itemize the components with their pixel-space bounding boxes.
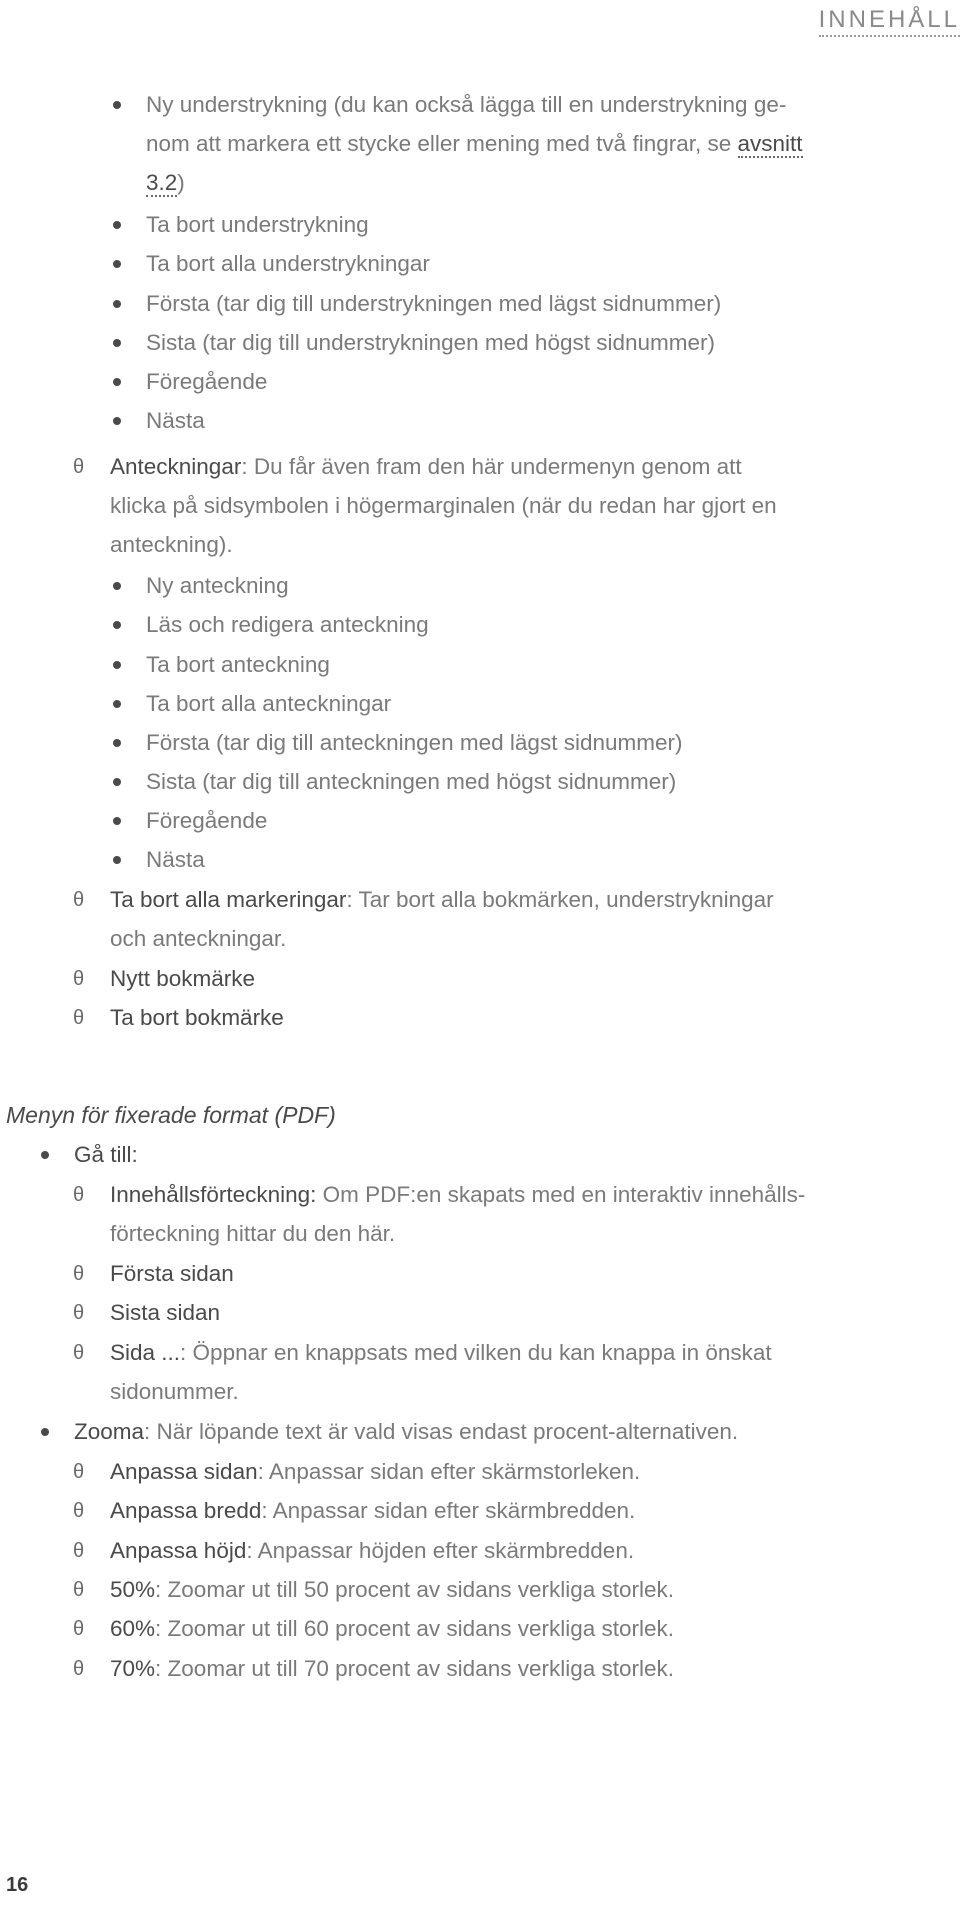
toc-link[interactable]: INNEHÅLL (819, 6, 960, 37)
theta-bullet-icon: θ (73, 1342, 85, 1364)
bullet-icon (41, 1428, 49, 1436)
page-number: 16 (6, 1874, 29, 1896)
section-link-number[interactable]: 3.2 (146, 170, 178, 195)
list-item: Första (tar dig till understrykningen med lägst sidnummer) (146, 291, 722, 316)
list-item-new-underline-cont2: 3.2) (146, 170, 185, 195)
bullet-icon (41, 1151, 49, 1159)
toc-item: Innehållsförteckning: Om PDF:en skapats med en interaktiv innehålls- (110, 1182, 806, 1207)
list-item: Sista (tar dig till anteckningen med högst sidnummer) (146, 769, 677, 794)
new-bookmark-item: Nytt bokmärke (110, 966, 256, 991)
list-item: Föregående (146, 808, 268, 833)
notes-item: Anteckningar: Du får även fram den här undermenyn genom att (110, 454, 742, 479)
notes-desc: klicka på sidsymbolen i högermarginalen (när du redan har gjort en (110, 493, 777, 518)
theta-bullet-icon: θ (73, 1302, 85, 1324)
page-item: Sida ...: Öppnar en knappsats med vilken du kan knappa in önskat (110, 1340, 772, 1365)
list-item: Ta bort anteckning (146, 652, 330, 677)
list-item: Läs och redigera anteckning (146, 612, 429, 637)
remove-all-desc: och anteckningar. (110, 926, 287, 951)
theta-bullet-icon: θ (73, 1658, 85, 1680)
bullet-icon (113, 417, 121, 425)
theta-bullet-icon: θ (73, 889, 85, 911)
list-item: Ny anteckning (146, 573, 289, 598)
remove-all-item: Ta bort alla markeringar: Tar bort alla bokmärken, understrykningar (110, 887, 774, 912)
bullet-icon (113, 817, 121, 825)
list-item: Ta bort alla anteckningar (146, 691, 392, 716)
zoom-item: Zooma: När löpande text är vald visas endast procent-alternativen. (74, 1419, 739, 1444)
bullet-icon (113, 221, 121, 229)
theta-bullet-icon: θ (73, 1263, 85, 1285)
first-page-item: Första sidan (110, 1261, 234, 1286)
list-item: Nästa (146, 408, 205, 433)
toc-desc: förteckning hittar du den här. (110, 1221, 396, 1246)
list-item: Nästa (146, 847, 205, 872)
bullet-icon (113, 339, 121, 347)
bullet-icon (113, 300, 121, 308)
notes-desc: anteckning). (110, 532, 233, 557)
zoom-70-item: 70%: Zoomar ut till 70 procent av sidans verkliga storlek. (110, 1656, 675, 1681)
bullet-icon (113, 378, 121, 386)
bullet-icon (113, 260, 121, 268)
theta-bullet-icon: θ (73, 1540, 85, 1562)
bullet-icon (113, 856, 121, 864)
list-item: Sista (tar dig till understrykningen med högst sidnummer) (146, 330, 715, 355)
section-heading: Menyn för fixerade format (PDF) (6, 1102, 336, 1128)
list-item: Ta bort understrykning (146, 212, 369, 237)
theta-bullet-icon: θ (73, 1618, 85, 1640)
page-desc: sidonummer. (110, 1379, 239, 1404)
bullet-icon (113, 621, 121, 629)
list-item: Ta bort alla understrykningar (146, 251, 430, 276)
fit-width-item: Anpassa bredd: Anpassar sidan efter skärmbredden. (110, 1498, 636, 1523)
bullet-icon (113, 739, 121, 747)
list-item-new-underline: Ny understrykning (du kan också lägga till en understrykning ge- (146, 92, 787, 117)
goto-item: Gå till: (74, 1142, 138, 1167)
zoom-50-item: 50%: Zoomar ut till 50 procent av sidans verkliga storlek. (110, 1577, 675, 1602)
zoom-60-item: 60%: Zoomar ut till 60 procent av sidans verkliga storlek. (110, 1616, 675, 1641)
list-item: Föregående (146, 369, 268, 394)
theta-bullet-icon: θ (73, 1579, 85, 1601)
theta-bullet-icon: θ (73, 1184, 85, 1206)
theta-bullet-icon: θ (73, 1500, 85, 1522)
theta-bullet-icon: θ (73, 1461, 85, 1483)
theta-bullet-icon: θ (73, 1007, 85, 1029)
bullet-icon (113, 101, 121, 109)
bullet-icon (113, 661, 121, 669)
theta-bullet-icon: θ (73, 456, 85, 478)
fit-height-item: Anpassa höjd: Anpassar höjden efter skärmbredden. (110, 1538, 635, 1563)
section-link[interactable]: avsnitt (737, 131, 803, 156)
bullet-icon (113, 778, 121, 786)
bullet-icon (113, 700, 121, 708)
list-item-new-underline-cont: nom att markera ett stycke eller mening med två fingrar, se avsnitt (146, 131, 803, 156)
remove-bookmark-item: Ta bort bokmärke (110, 1005, 284, 1030)
last-page-item: Sista sidan (110, 1300, 221, 1325)
theta-bullet-icon: θ (73, 968, 85, 990)
fit-page-item: Anpassa sidan: Anpassar sidan efter skärmstorleken. (110, 1459, 641, 1484)
bullet-icon (113, 582, 121, 590)
list-item: Första (tar dig till anteckningen med lägst sidnummer) (146, 730, 683, 755)
